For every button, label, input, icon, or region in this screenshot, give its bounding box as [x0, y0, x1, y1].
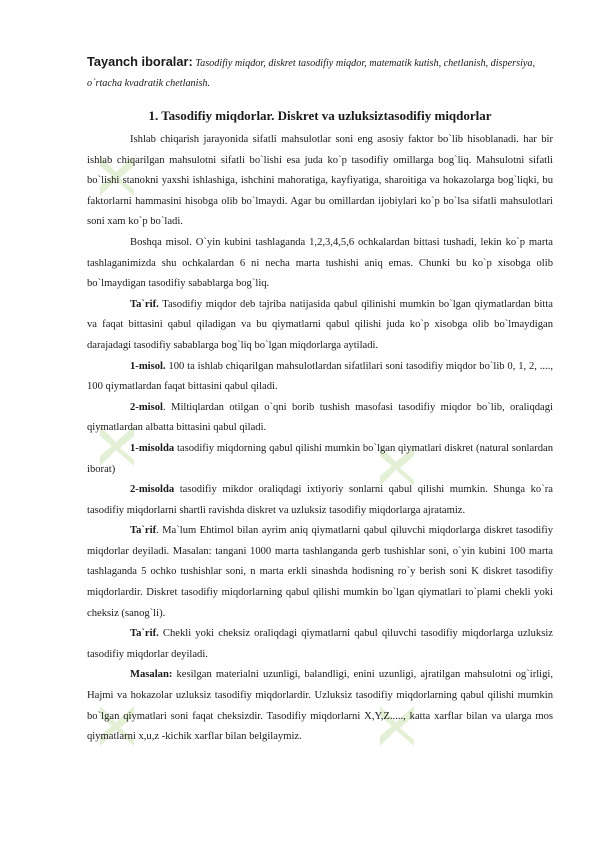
paragraph: 1-misol. 100 ta ishlab chiqarilgan mahsulotlardan sifatlilari soni tasodifiy miqdor bo`lib 0, 1, 2, ...., 100 qiymatlardan faqat bittasini qabul qiladi. [87, 360, 553, 393]
keywords-line [87, 52, 553, 94]
paragraph: Ishlab chiqarish jarayonida sifatli mahsulotlar soni eng asosiy faktor bo`lib hisoblanadi. har bir ishlab chiqarilgan mahsulotni sifatli bo`lishi esa juda ko`p tasodifiy omillarga bog`liq. Mahsulotni sifatli bo`lishi stanokni yaxshi ishlashiga, ishchini mahoratiga, kayfiyatiga, sharoitiga va hokazolarga bog`liqki, bu faktorlarni hammasini hisobga olib bo`lmaydi. Agar bu omillardan ijobiylari ko`p bo`lsa sifatli mahsulotlari soni xam ko`p bo`ladi. [87, 134, 553, 228]
paragraph: Ta`rif. Ma`lum Ehtimol bilan ayrim aniq qiymatlarni qabul qiluvchi miqdorlarga diskret tasodifiy miqdorlar deyiladi. Masalan: tangani 1000 marta tashlanganda gerb tushishlar soni, o`yin kubini 100 marta tashlaganda 5 ochko tushishlar soni, n marta erkli sinashda hodisning ro`y berish soni K diskret tasodifiy miqdorlardir. Diskret tasodifiy miqdorlarning qabul qilishi mumkin bo`lgan qiymatlari to`plami chekli yoki cheksiz (sanog`li). [87, 525, 553, 619]
paragraph: 2-misol. Miltiqlardan otilgan o`qni borib tushish masofasi tasodifiy miqdor bo`lib, oraliqdagi qiymatlardan albatta bittasini qabul qiladi. [87, 401, 553, 434]
keywords-label: Tayanch iboralar: [87, 54, 193, 69]
paragraph: Ta`rif. Tasodifiy miqdor deb tajriba natijasida qabul qilinishi mumkin bo`lgan qiymatlardan bitta va faqat bittasini qabul qiladigan va bu qiymatlarni qabul qilishi juda ko`p xisobga olib bo`lmaydigan darajadagi tasodifiy sabablarga bog`liq bo`lgan miqdorlarga aytiladi. [87, 298, 553, 351]
paragraph: Boshqa misol. O`yin kubini tashlaganda 1,2,3,4,5,6 ochkalardan bittasi tushadi, lekin ko`p marta tashlaganimizda shu ochkalardan 6 ni necha marta tushishi aniq emas. Chunki bu ko`p xisobga olib bo`lmaydigan tasodifiy sabablarga bog`liq. [87, 236, 553, 290]
term-label: Ta`rif. [130, 298, 159, 310]
document-body [87, 52, 553, 748]
paragraph: Masalan: kesilgan materialni uzunligi, balandligi, enini uzunligi, ajratilgan mahsulotni og`irligi, Hajmi va hokazolar uzluksiz tasodifiy miqdorlardir. Uzluksiz tasodifiy miqdorlarning qabul qilishi mumkin bo`lgan qiymatlari soni faqat cheksizdir. Tasodifiy miqdorlarni X,Y,Z....., katta xarflar bilan va ularga mos qiymatlarni x,u,z -kichik xarflar bilan belgilaymiz. [87, 669, 553, 743]
section-title: 1. Tasodifiy miqdorlar. Diskret va uzluksiztasodifiy miqdorlar [148, 108, 492, 123]
term-label: 2-misolda [130, 484, 175, 496]
paragraph: 2-misolda tasodifiy mikdor oraliqdagi ixtiyoriy sonlarni qabul qilishi mumkin. Shunga ko`ra tasodifiy miqdorlarni shartli ravishda diskret va uzluksiz tasodifiy miqdorlarga ajratamiz. [87, 484, 553, 516]
term-label: Masalan: [130, 669, 173, 681]
term-label: Ta`rif [130, 525, 157, 537]
term-label: Ta`rif. [130, 628, 159, 640]
term-label: 1-misolda [130, 442, 175, 454]
term-label: 1-misol. [130, 360, 166, 372]
keywords-text: Tasodifiy miqdor, diskret tasodifiy miqdor, matematik kutish, chetlanish, dispersiya, o`rtacha kvadratik chetlanish. [87, 58, 536, 89]
term-label: 2-misol [130, 401, 163, 413]
paragraph: Ta`rif. Chekli yoki cheksiz oraliqdagi qiymatlarni qabul qiluvchi tasodifiy miqdorlarga uzluksiz tasodifiy miqdorlar deyiladi. [87, 628, 553, 660]
paragraph: 1-misolda tasodifiy miqdorning qabul qilishi mumkin bo`lgan qiymatlari diskret (natural sonlardan iborat) [87, 442, 553, 475]
